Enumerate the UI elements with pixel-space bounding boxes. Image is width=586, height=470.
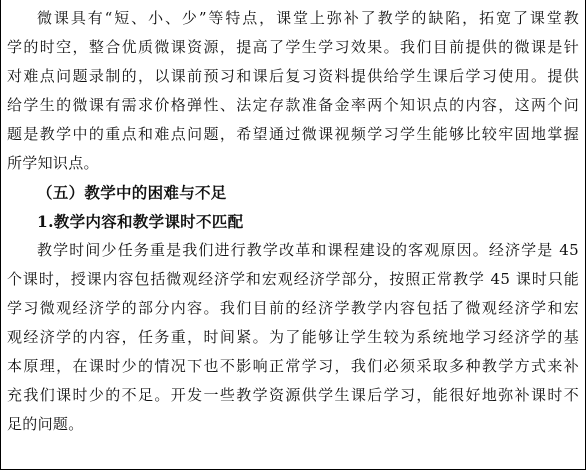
- paragraph-line: 对难点问题录制的，以课前预习和课后复习资料提供给学生课后学习使用。提供: [7, 67, 579, 85]
- paragraph-line: 观经济学的内容，任务重，时间紧。为了能够让学生较为系统地学习经济学的基: [7, 328, 579, 346]
- paragraph-line: 学的时空，整合优质微课资源，提高了学生学习效果。我们目前提供的微课是针: [7, 38, 579, 56]
- paragraph-line: 微课具有“短、小、少”等特点，课堂上弥补了教学的缺陷，拓宽了课堂教: [37, 9, 579, 27]
- paragraph-line: 本原理，在课时少的情况下也不影响正常学习，我们必须采取多种教学方式来补: [7, 357, 579, 375]
- paragraph-line: 足的问题。: [7, 415, 84, 433]
- paragraph-line: 教学时间少任务重是我们进行教学改革和课程建设的客观原因。经济学是 45: [37, 241, 579, 259]
- paragraph-line: 充我们课时少的不足。开发一些教学资源供学生课后学习，能很好地弥补课时不: [7, 386, 579, 404]
- document-body: [7, 4, 579, 439]
- paragraph-line: 题是教学中的重点和难点问题，希望通过微课视频学习学生能够比较牢固地掌握: [7, 125, 579, 143]
- paragraph-line: 所学知识点。: [7, 154, 99, 172]
- paragraph-line: 学习微观经济学的部分内容。我们目前的经济学教学内容包括了微观经济学和宏: [7, 299, 579, 317]
- subsection-heading: 1.教学内容和教学课时不匹配: [37, 212, 244, 231]
- paragraph-line: 给学生的微课有需求价格弹性、法定存款准备金率两个知识点的内容，这两个问: [7, 96, 579, 114]
- paragraph-line: 个课时，授课内容包括微观经济学和宏观经济学部分，按照正常教学 45 课时只能: [7, 270, 579, 288]
- section-heading: （五）教学中的困难与不足: [37, 183, 227, 202]
